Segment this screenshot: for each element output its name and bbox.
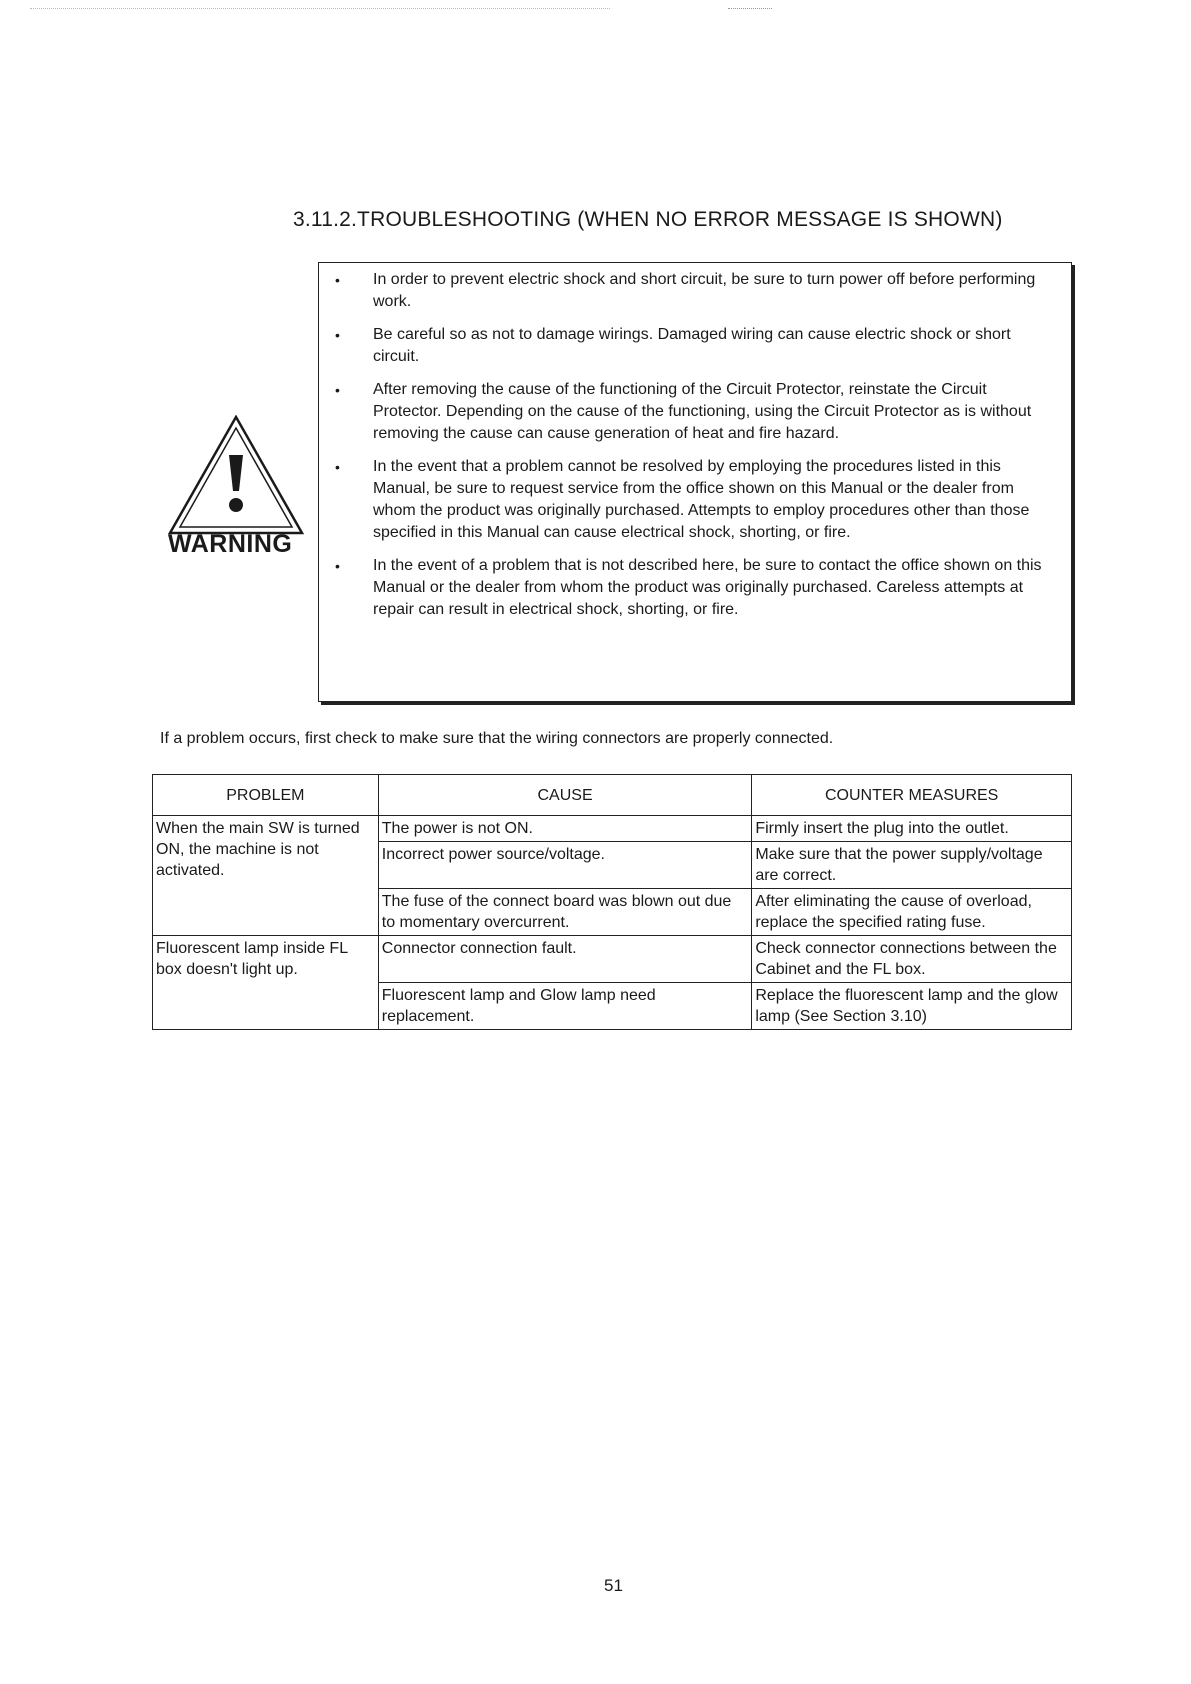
- cause-cell: The power is not ON.: [378, 816, 752, 842]
- measure-cell: Check connector connections between the Cabinet and the FL box.: [752, 936, 1072, 983]
- page-number: 51: [604, 1576, 623, 1595]
- warning-item-text: After removing the cause of the functioning of the Circuit Protector, reinstate the Circuit Protector. Depending on the cause of the functioning, using the Circuit Protector as is without removing the cause can cause generation of heat and fire hazard.: [373, 381, 1032, 442]
- header-problem: PROBLEM: [153, 775, 379, 816]
- table-header-row: [153, 775, 1072, 816]
- bullet-icon: •: [335, 558, 340, 574]
- bullet-icon: •: [335, 382, 340, 398]
- warning-item: [335, 324, 1055, 368]
- scan-artifact-line: [30, 8, 610, 9]
- table-row: [153, 936, 1072, 983]
- section-title: 3.11.2.TROUBLESHOOTING (WHEN NO ERROR MESSAGE IS SHOWN): [293, 208, 1003, 231]
- intro-text: If a problem occurs, first check to make sure that the wiring connectors are properly connected.: [160, 730, 834, 747]
- troubleshooting-table: [152, 774, 1072, 1030]
- warning-list: [319, 263, 1071, 621]
- scan-artifact-line: [728, 8, 772, 9]
- warning-item-text: In order to prevent electric shock and short circuit, be sure to turn power off before performing work.: [373, 271, 1036, 310]
- warning-label: WARNING: [168, 530, 293, 558]
- warning-triangle-icon: [168, 415, 304, 537]
- warning-item-text: In the event that a problem cannot be resolved by employing the procedures listed in this Manual, be sure to request service from the office shown on this Manual or the dealer from whom the product was originally purchased. Attempts to employ procedures other than those specified in this Manual can cause electrical shock, shorting, or fire.: [373, 458, 1030, 541]
- table-row: [153, 816, 1072, 842]
- measure-cell: Replace the fluorescent lamp and the glow lamp (See Section 3.10): [752, 983, 1072, 1030]
- measure-cell: Firmly insert the plug into the outlet.: [752, 816, 1072, 842]
- problem-cell: Fluorescent lamp inside FL box doesn't light up.: [153, 936, 379, 1030]
- warning-item: [335, 456, 1055, 544]
- header-counter-measures: COUNTER MEASURES: [752, 775, 1072, 816]
- measure-cell: After eliminating the cause of overload, replace the specified rating fuse.: [752, 889, 1072, 936]
- warning-item: [335, 379, 1055, 445]
- header-cause: CAUSE: [378, 775, 752, 816]
- measure-cell: Make sure that the power supply/voltage are correct.: [752, 842, 1072, 889]
- warning-item: [335, 555, 1055, 621]
- warning-item: [335, 269, 1055, 313]
- warning-item-text: Be careful so as not to damage wirings. Damaged wiring can cause electric shock or short circuit.: [373, 326, 1011, 365]
- cause-cell: Connector connection fault.: [378, 936, 752, 983]
- warning-box: [318, 262, 1072, 702]
- cause-cell: The fuse of the connect board was blown out due to momentary overcurrent.: [378, 889, 752, 936]
- cause-cell: Incorrect power source/voltage.: [378, 842, 752, 889]
- cause-cell: Fluorescent lamp and Glow lamp need replacement.: [378, 983, 752, 1030]
- bullet-icon: •: [335, 272, 340, 288]
- bullet-icon: •: [335, 459, 340, 475]
- problem-cell: When the main SW is turned ON, the machine is not activated.: [153, 816, 379, 936]
- warning-item-text: In the event of a problem that is not described here, be sure to contact the office shown on this Manual or the dealer from whom the product was originally purchased. Careless attempts at repair can result in electrical shock, shorting, or fire.: [373, 557, 1042, 618]
- bullet-icon: •: [335, 327, 340, 343]
